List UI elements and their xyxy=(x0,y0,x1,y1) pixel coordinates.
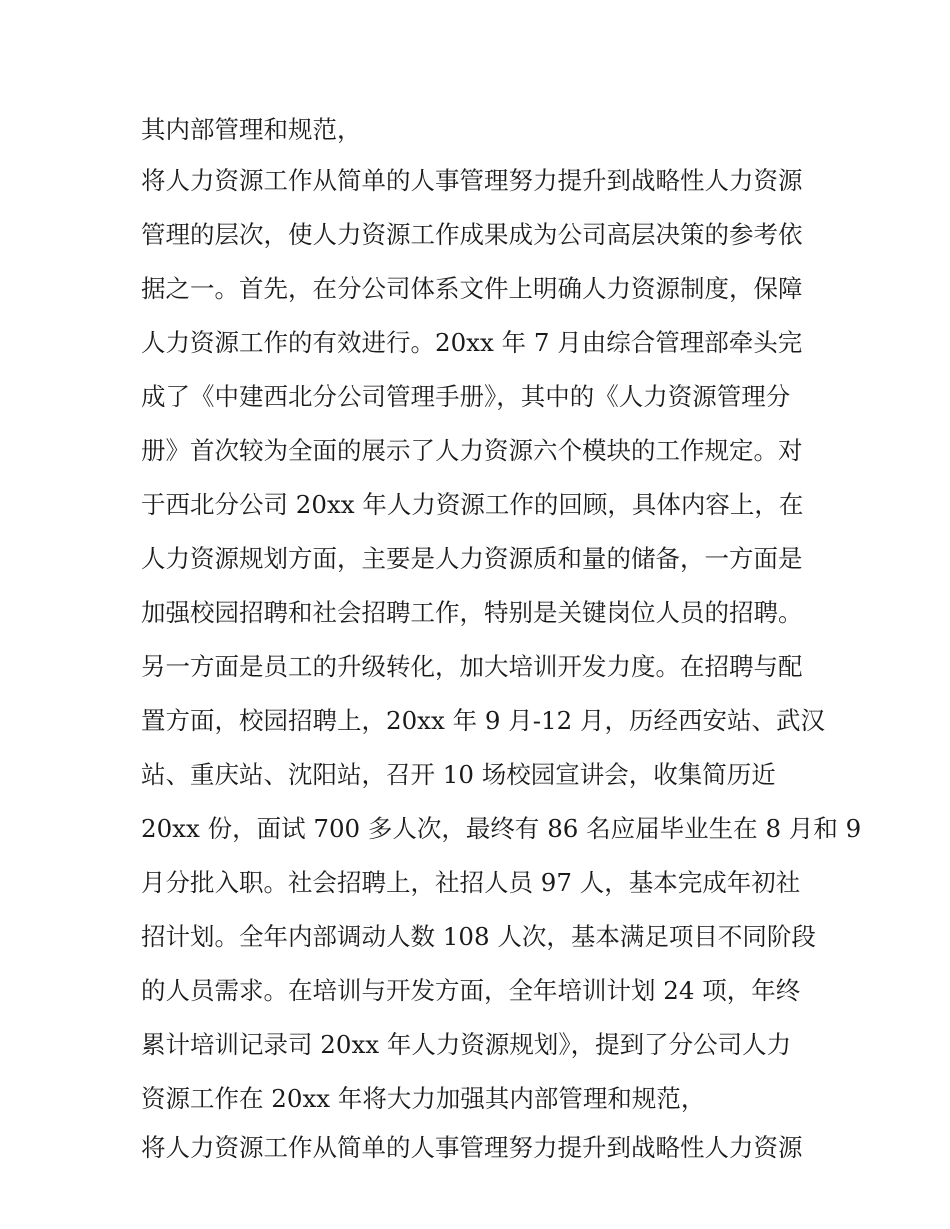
text-line: 成了《中建西北分公司管理手册》，其中的《人力资源管理分 xyxy=(141,382,791,411)
text-line: 月分批入职。社会招聘上，社招人员 97 人，基本完成年初社 xyxy=(141,868,801,897)
text-line: 人力资源规划方面，主要是人力资源质和量的储备，一方面是 xyxy=(141,544,803,573)
text-line: 于西北分公司 20xx 年人力资源工作的回顾，具体内容上，在 xyxy=(141,490,804,519)
text-line: 据之一。首先，在分公司体系文件上明确人力资源制度，保障 xyxy=(141,274,803,303)
text-line: 另一方面是员工的升级转化，加大培训开发力度。在招聘与配 xyxy=(141,652,803,681)
text-line: 招计划。全年内部调动人数 108 人次，基本满足项目不同阶段 xyxy=(141,922,816,951)
text-line: 册》首次较为全面的展示了人力资源六个模块的工作规定。对 xyxy=(141,436,803,465)
text-line: 累计培训记录司 20xx 年人力资源规划》，提到了分公司人力 xyxy=(141,1030,792,1059)
text-line: 其内部管理和规范， xyxy=(141,115,362,144)
body-text xyxy=(141,110,862,1168)
text-line: 的人员需求。在培训与开发方面，全年培训计划 24 项，年终 xyxy=(141,976,801,1005)
text-line: 置方面，校园招聘上，20xx 年 9 月-12 月，历经西安站、武汉 xyxy=(141,706,825,735)
text-line: 将人力资源工作从简单的人事管理努力提升到战略性人力资源 xyxy=(141,1133,803,1162)
text-line: 将人力资源工作从简单的人事管理努力提升到战略性人力资源 xyxy=(141,166,803,195)
text-line: 加强校园招聘和社会招聘工作，特别是关键岗位人员的招聘。 xyxy=(141,598,803,627)
text-line: 人力资源工作的有效进行。20xx 年 7 月由综合管理部牵头完 xyxy=(141,328,803,357)
text-line: 资源工作在 20xx 年将大力加强其内部管理和规范， xyxy=(141,1084,706,1113)
text-line: 管理的层次，使人力资源工作成果成为公司高层决策的参考依 xyxy=(141,220,803,249)
text-line: 站、重庆站、沈阳站，召开 10 场校园宣讲会，收集简历近 xyxy=(141,760,776,789)
text-line: 20xx 份，面试 700 多人次，最终有 86 名应届毕业生在 8 月和 9 xyxy=(141,814,862,843)
